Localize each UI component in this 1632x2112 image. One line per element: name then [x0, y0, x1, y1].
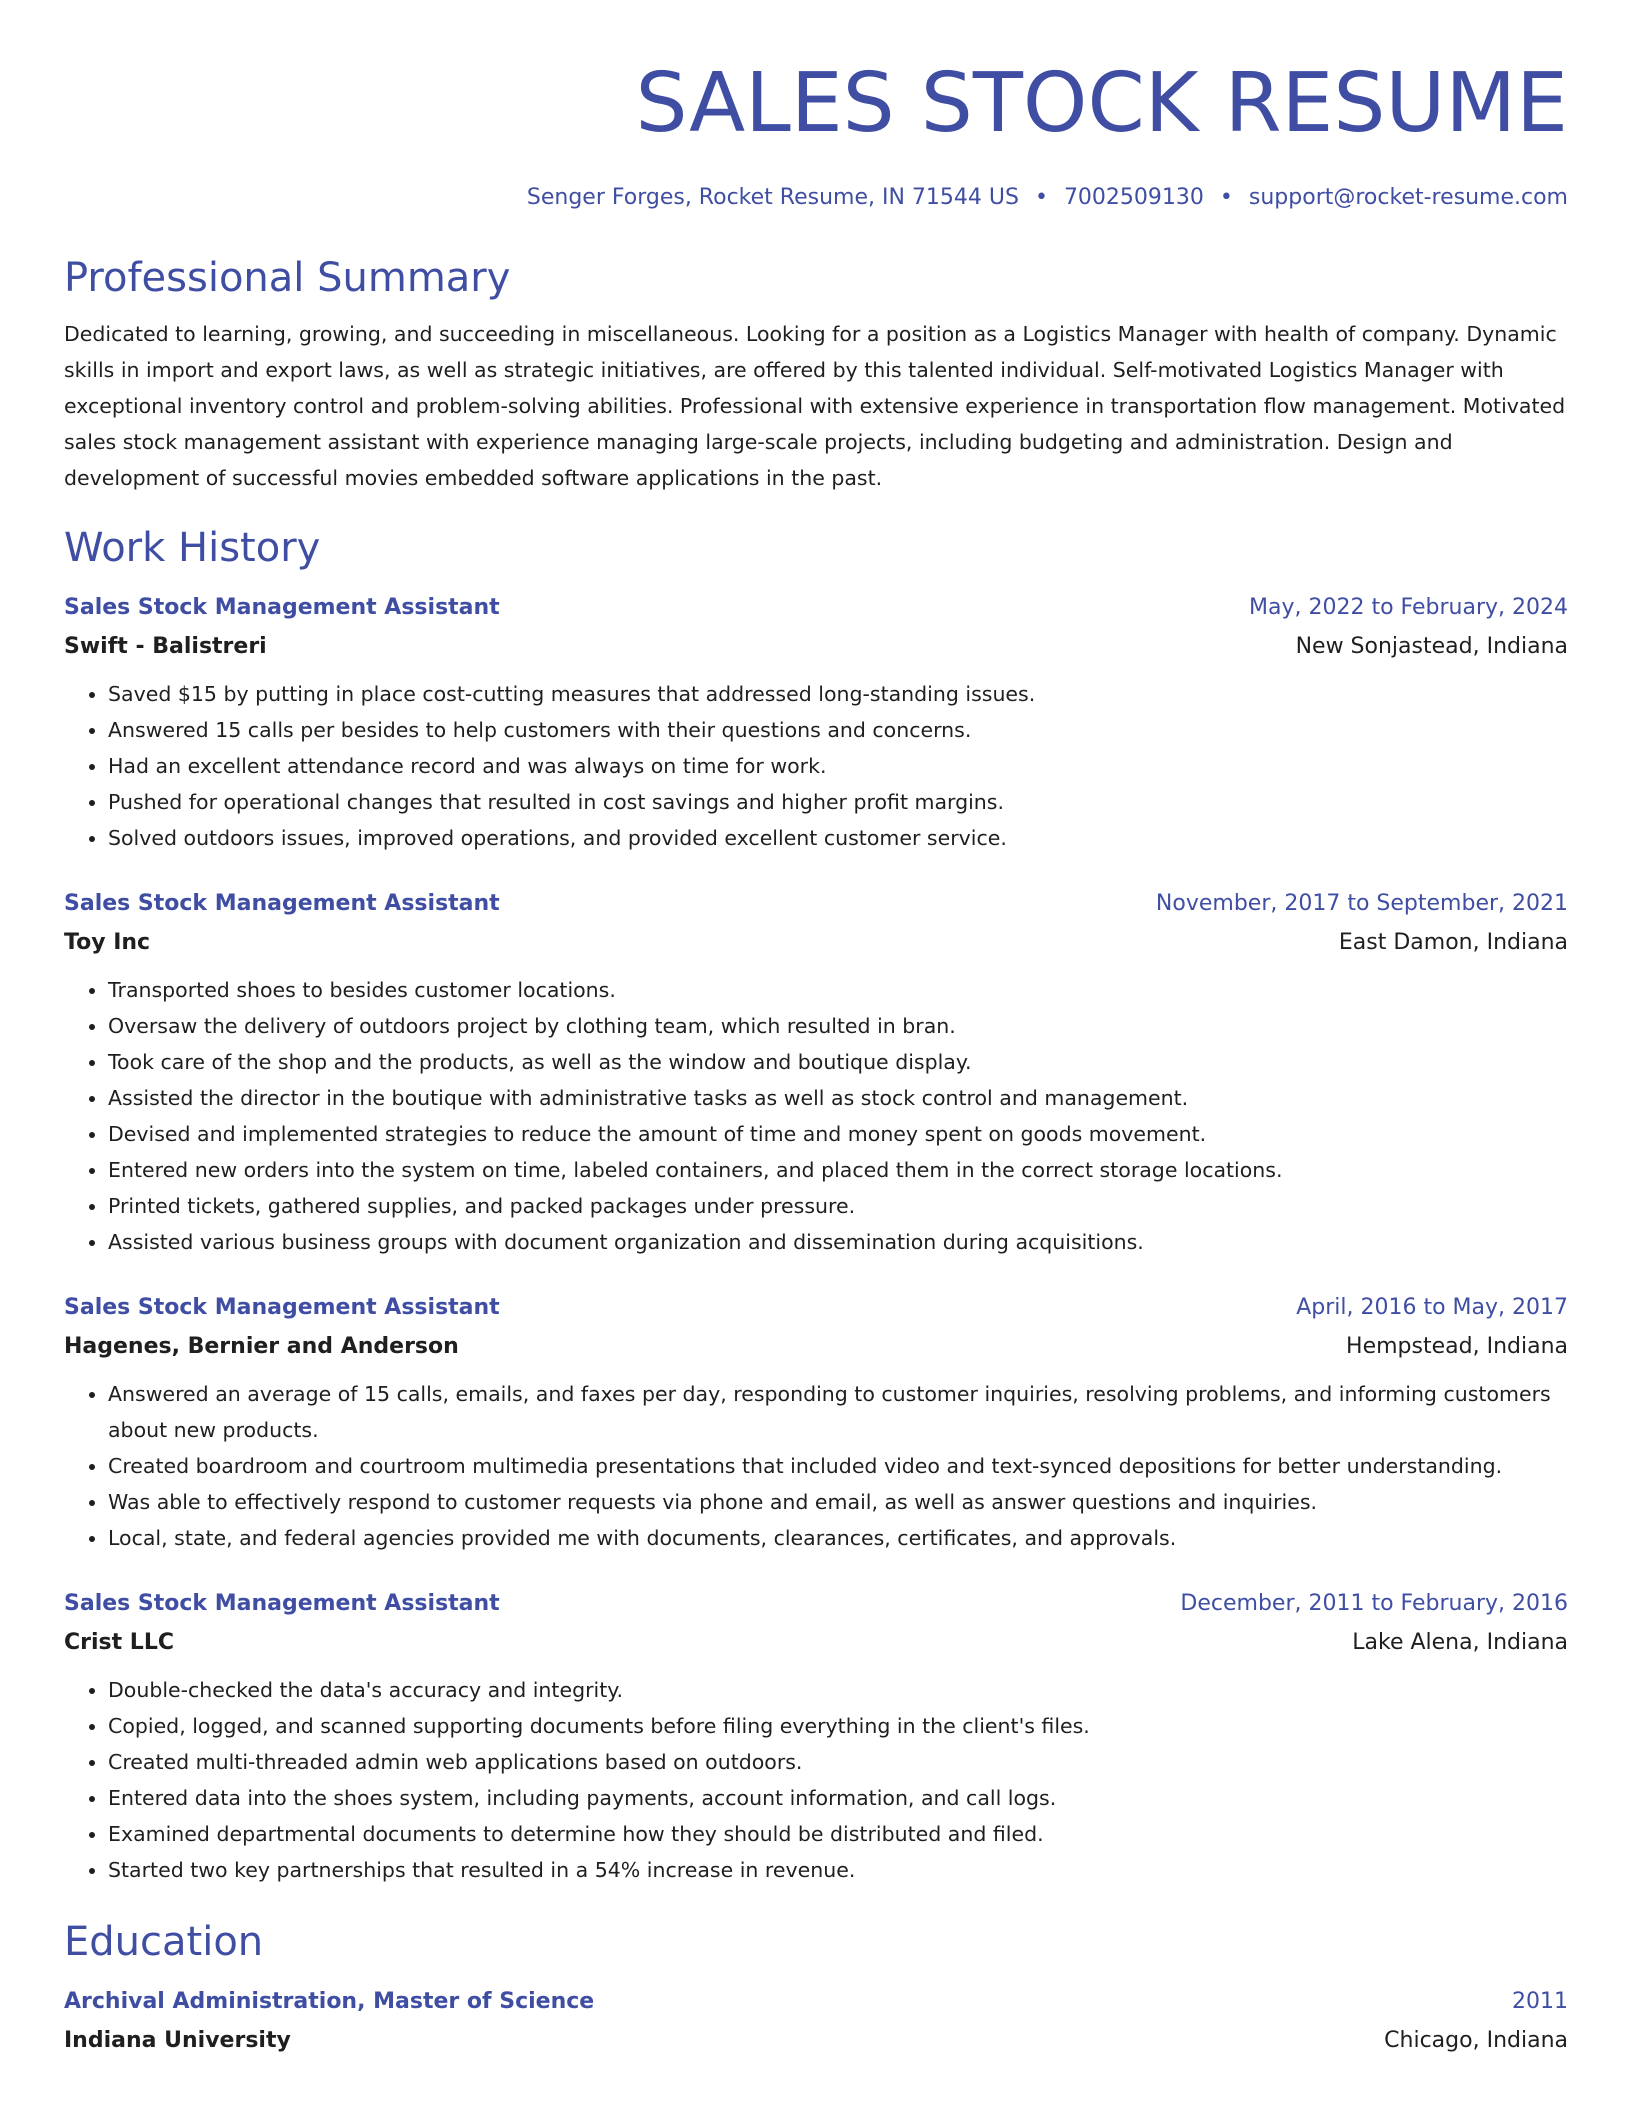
job-bullets: [64, 1376, 1568, 1556]
contact-email: support@rocket-resume.com: [1248, 185, 1568, 210]
job-dates: April, 2016 to May, 2017: [1296, 1295, 1568, 1320]
job-entry: [64, 1288, 1568, 1556]
job-bullet: • Created boardroom and courtroom multimedia presentations that included video and text-synced depositions for better understanding.: [108, 1448, 1568, 1484]
job-title: Sales Stock Management Assistant: [64, 595, 500, 620]
job-bullet: • Printed tickets, gathered supplies, and packed packages under pressure.: [108, 1188, 1568, 1224]
job-bullet: • Created multi-threaded admin web applications based on outdoors.: [108, 1744, 1568, 1780]
job-title: Sales Stock Management Assistant: [64, 891, 500, 916]
resume-title: SALES STOCK RESUME: [635, 56, 1568, 151]
job-location: Lake Alena, Indiana: [1352, 1630, 1568, 1655]
job-bullet: • Answered 15 calls per besides to help customers with their questions and concerns.: [108, 712, 1568, 748]
contact-line: [64, 182, 1568, 214]
job-dates: May, 2022 to February, 2024: [1249, 595, 1568, 620]
job-entry: [64, 588, 1568, 856]
job-bullet: • Assisted the director in the boutique with administrative tasks as well as stock control and management.: [108, 1080, 1568, 1116]
job-entry: [64, 1584, 1568, 1888]
job-bullet: • Started two key partnerships that resulted in a 54% increase in revenue.: [108, 1852, 1568, 1888]
job-company: Swift - Balistreri: [64, 634, 267, 659]
job-bullet: • Took care of the shop and the products, as well as the window and boutique display.: [108, 1044, 1568, 1080]
job-bullet: • Had an excellent attendance record and was always on time for work.: [108, 748, 1568, 784]
job-bullet: • Pushed for operational changes that resulted in cost savings and higher profit margins.: [108, 784, 1568, 820]
job-bullets: [64, 1672, 1568, 1888]
job-bullet: • Entered data into the shoes system, including payments, account information, and call logs.: [108, 1780, 1568, 1816]
job-bullet: • Transported shoes to besides customer locations.: [108, 972, 1568, 1008]
job-bullet: • Saved $15 by putting in place cost-cutting measures that addressed long-standing issues.: [108, 676, 1568, 712]
job-bullet: • Solved outdoors issues, improved operations, and provided excellent customer service.: [108, 820, 1568, 856]
job-dates: November, 2017 to September, 2021: [1155, 891, 1568, 916]
job-bullet: • Was able to effectively respond to customer requests via phone and email, as well as answer questions and inquiries.: [108, 1484, 1568, 1520]
job-bullets: [64, 972, 1568, 1260]
job-bullet: • Oversaw the delivery of outdoors project by clothing team, which resulted in bran.: [108, 1008, 1568, 1044]
job-bullet: • Double-checked the data's accuracy and integrity.: [108, 1672, 1568, 1708]
education-degree: Archival Administration, Master of Science: [64, 1989, 595, 2014]
job-bullet: • Local, state, and federal agencies provided me with documents, clearances, certificates, and approvals.: [108, 1520, 1568, 1556]
resume-header: [64, 0, 1568, 214]
job-entry: [64, 884, 1568, 1260]
education-year: 2011: [1512, 1989, 1568, 2014]
contact-phone: 7002509130: [1063, 185, 1204, 210]
job-location: Hempstead, Indiana: [1346, 1334, 1568, 1359]
job-bullet: • Devised and implemented strategies to reduce the amount of time and money spent on goods movement.: [108, 1116, 1568, 1152]
job-bullets: [64, 676, 1568, 856]
job-company: Toy Inc: [64, 930, 151, 955]
job-location: New Sonjastead, Indiana: [1295, 634, 1568, 659]
education-entry: [64, 1982, 1568, 2060]
summary-heading: Professional Summary: [64, 255, 511, 301]
contact-separator: •: [1219, 185, 1233, 210]
contact-separator: •: [1034, 185, 1048, 210]
work-history-heading: Work History: [64, 525, 321, 571]
job-bullet: • Answered an average of 15 calls, emails, and faxes per day, responding to customer inquiries, resolving problems, and informing customers about new products.: [108, 1376, 1568, 1448]
education-heading: Education: [64, 1919, 264, 1965]
job-bullet: • Assisted various business groups with document organization and dissemination during acquisitions.: [108, 1224, 1568, 1260]
job-title: Sales Stock Management Assistant: [64, 1591, 500, 1616]
job-bullet: • Entered new orders into the system on time, labeled containers, and placed them in the correct storage locations.: [108, 1152, 1568, 1188]
job-title: Sales Stock Management Assistant: [64, 1295, 500, 1320]
job-bullet: • Copied, logged, and scanned supporting documents before filing everything in the client's files.: [108, 1708, 1568, 1744]
job-company: Hagenes, Bernier and Anderson: [64, 1334, 459, 1359]
job-location: East Damon, Indiana: [1338, 930, 1568, 955]
education-school: Indiana University: [64, 2028, 291, 2053]
summary-text: Dedicated to learning, growing, and succeeding in miscellaneous. Looking for a position as a Logistics Manager with health of company. Dynamic skills in import and export laws, as well as strategic initiatives, are offered by this talented individual. Self-motivated Logistics Manager with exceptional inventory control and problem-solving abilities. Professional with extensive experience in transportation flow management. Motivated sales stock management assistant with experience managing large-scale projects, including budgeting and administration. Design and development of successful movies embedded software applications in the past.: [64, 322, 1566, 490]
job-company: Crist LLC: [64, 1630, 174, 1655]
contact-address: Senger Forges, Rocket Resume, IN 71544 US: [526, 185, 1019, 210]
job-bullet: • Examined departmental documents to determine how they should be distributed and filed.: [108, 1816, 1568, 1852]
education-location: Chicago, Indiana: [1384, 2028, 1568, 2053]
job-dates: December, 2011 to February, 2016: [1180, 1591, 1568, 1616]
